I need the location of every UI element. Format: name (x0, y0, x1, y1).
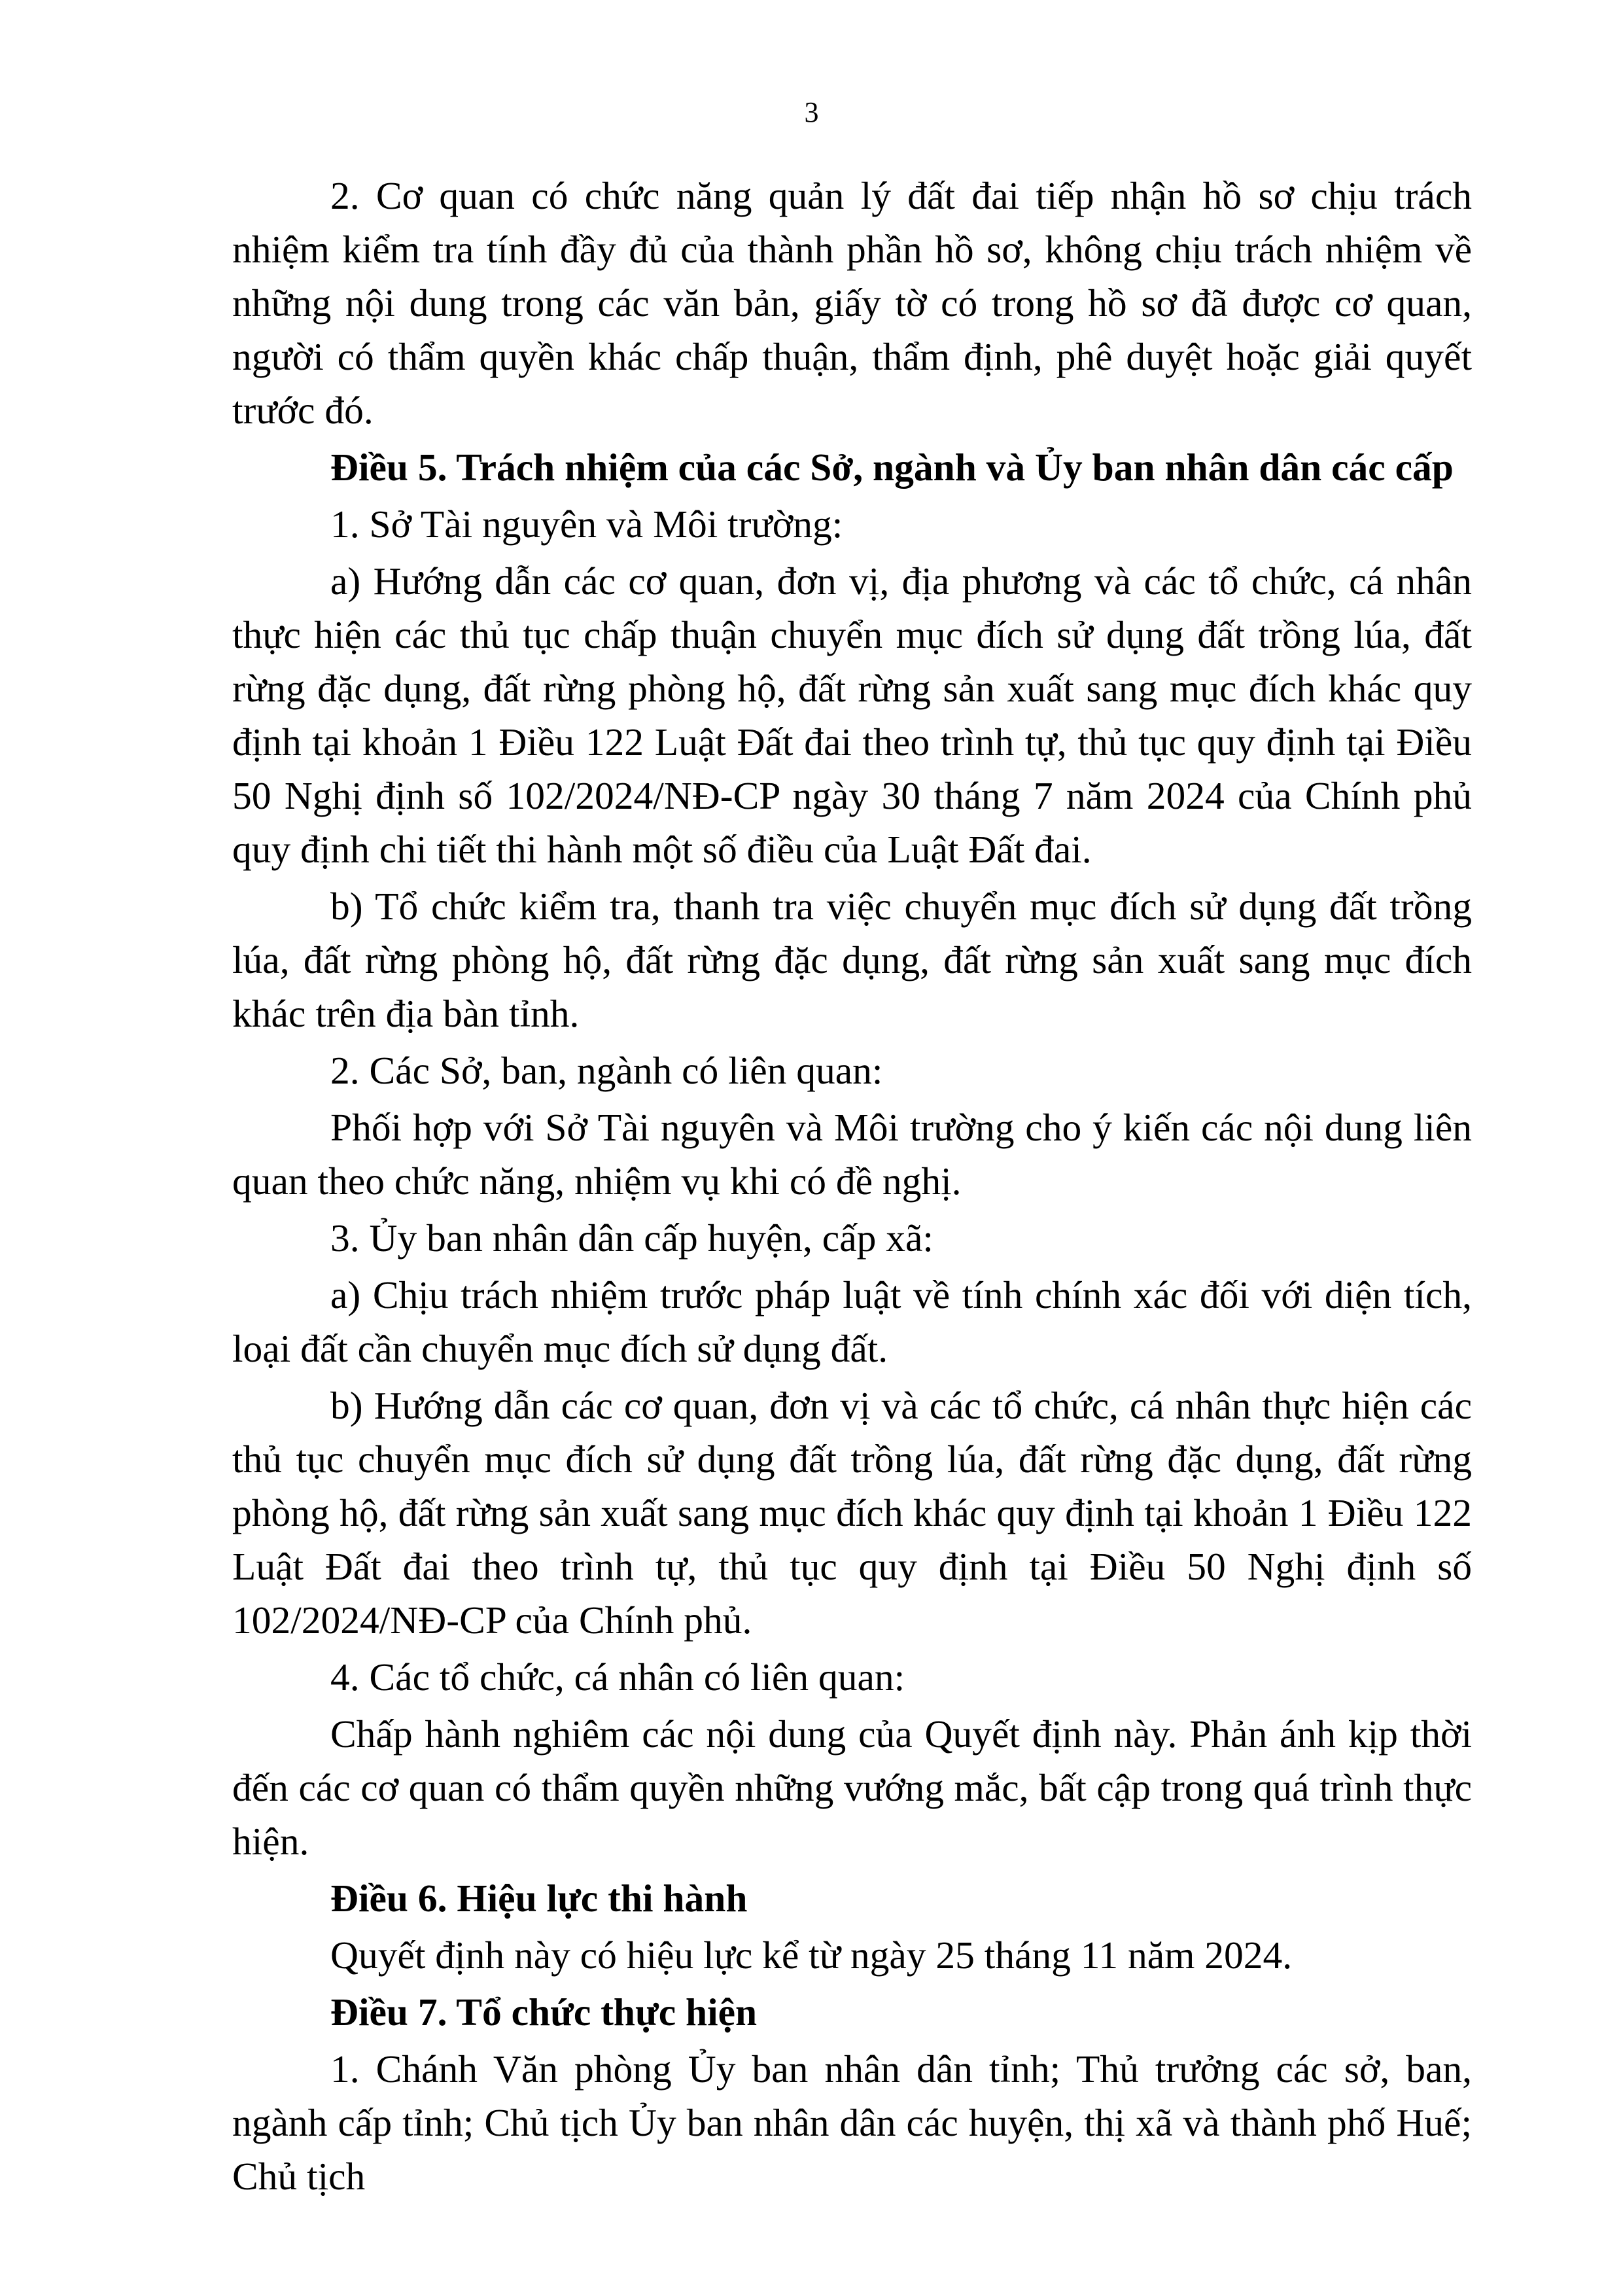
article-7-item-1: 1. Chánh Văn phòng Ủy ban nhân dân tỉnh; Thủ trưởng các sở, ban, ngành cấp tỉnh; Chủ tịch Ủy ban nhân dân các huyện, thị xã và thành phố Huế; Chủ tịch (232, 2047, 1472, 2198)
article-5-item-1: 1. Sở Tài nguyên và Môi trường: (330, 503, 843, 546)
article-5-item-1a: a) Hướng dẫn các cơ quan, đơn vị, địa phương và các tổ chức, cá nhân thực hiện các thủ tục chấp thuận chuyển mục đích sử dụng đất trồng lúa, đất rừng đặc dụng, đất rừng phòng hộ, đất rừng sản xuất sang mục đích khác quy định tại khoản 1 Điều 122 Luật Đất đai theo trình tự, thủ tục quy định tại Điều 50 Nghị định số 102/2024/NĐ-CP ngày 30 tháng 7 năm 2024 của Chính phủ quy định chi tiết thi hành một số điều của Luật Đất đai. (232, 559, 1472, 871)
article-5-item-4: 4. Các tổ chức, cá nhân có liên quan: (330, 1655, 905, 1699)
article-6-body: Quyết định này có hiệu lực kể từ ngày 25 tháng 11 năm 2024. (330, 1934, 1293, 1977)
article-5-item-3b: b) Hướng dẫn các cơ quan, đơn vị và các tổ chức, cá nhân thực hiện các thủ tục chuyển mục đích sử dụng đất trồng lúa, đất rừng đặc dụng, đất rừng phòng hộ, đất rừng sản xuất sang mục đích khác quy định tại khoản 1 Điều 122 Luật Đất đai theo trình tự, thủ tục quy định tại Điều 50 Nghị định số 102/2024/NĐ-CP của Chính phủ. (232, 1384, 1472, 1642)
article-5-item-3a: a) Chịu trách nhiệm trước pháp luật về tính chính xác đối với diện tích, loại đất cần chuyển mục đích sử dụng đất. (232, 1273, 1472, 1370)
article-5-item-4-body: Chấp hành nghiêm các nội dung của Quyết định này. Phản ánh kịp thời đến các cơ quan có thẩm quyền những vướng mắc, bất cập trong quá trình thực hiện. (232, 1712, 1472, 1863)
article-5-heading: Điều 5. Trách nhiệm của các Sở, ngành và Ủy ban nhân dân các cấp (330, 446, 1454, 489)
page-number: 3 (804, 96, 819, 128)
article-5-item-2: 2. Các Sở, ban, ngành có liên quan: (330, 1049, 883, 1092)
clause-2-reception-responsibility: 2. Cơ quan có chức năng quản lý đất đai tiếp nhận hồ sơ chịu trách nhiệm kiểm tra tính đầy đủ của thành phần hồ sơ, không chịu trách nhiệm về những nội dung trong các văn bản, giấy tờ có trong hồ sơ đã được cơ quan, người có thẩm quyền khác chấp thuận, thẩm định, phê duyệt hoặc giải quyết trước đó. (232, 174, 1472, 432)
article-5-item-3: 3. Ủy ban nhân dân cấp huyện, cấp xã: (330, 1216, 934, 1260)
article-6-heading: Điều 6. Hiệu lực thi hành (330, 1877, 748, 1920)
article-5-item-1b: b) Tổ chức kiểm tra, thanh tra việc chuyển mục đích sử dụng đất trồng lúa, đất rừng phòng hộ, đất rừng đặc dụng, đất rừng sản xuất sang mục đích khác trên địa bàn tỉnh. (232, 885, 1472, 1035)
document-body (232, 169, 1472, 2206)
article-7-heading: Điều 7. Tổ chức thực hiện (330, 1990, 758, 2034)
article-5-item-2-body: Phối hợp với Sở Tài nguyên và Môi trường cho ý kiến các nội dung liên quan theo chức năng, nhiệm vụ khi có đề nghị. (232, 1106, 1472, 1203)
